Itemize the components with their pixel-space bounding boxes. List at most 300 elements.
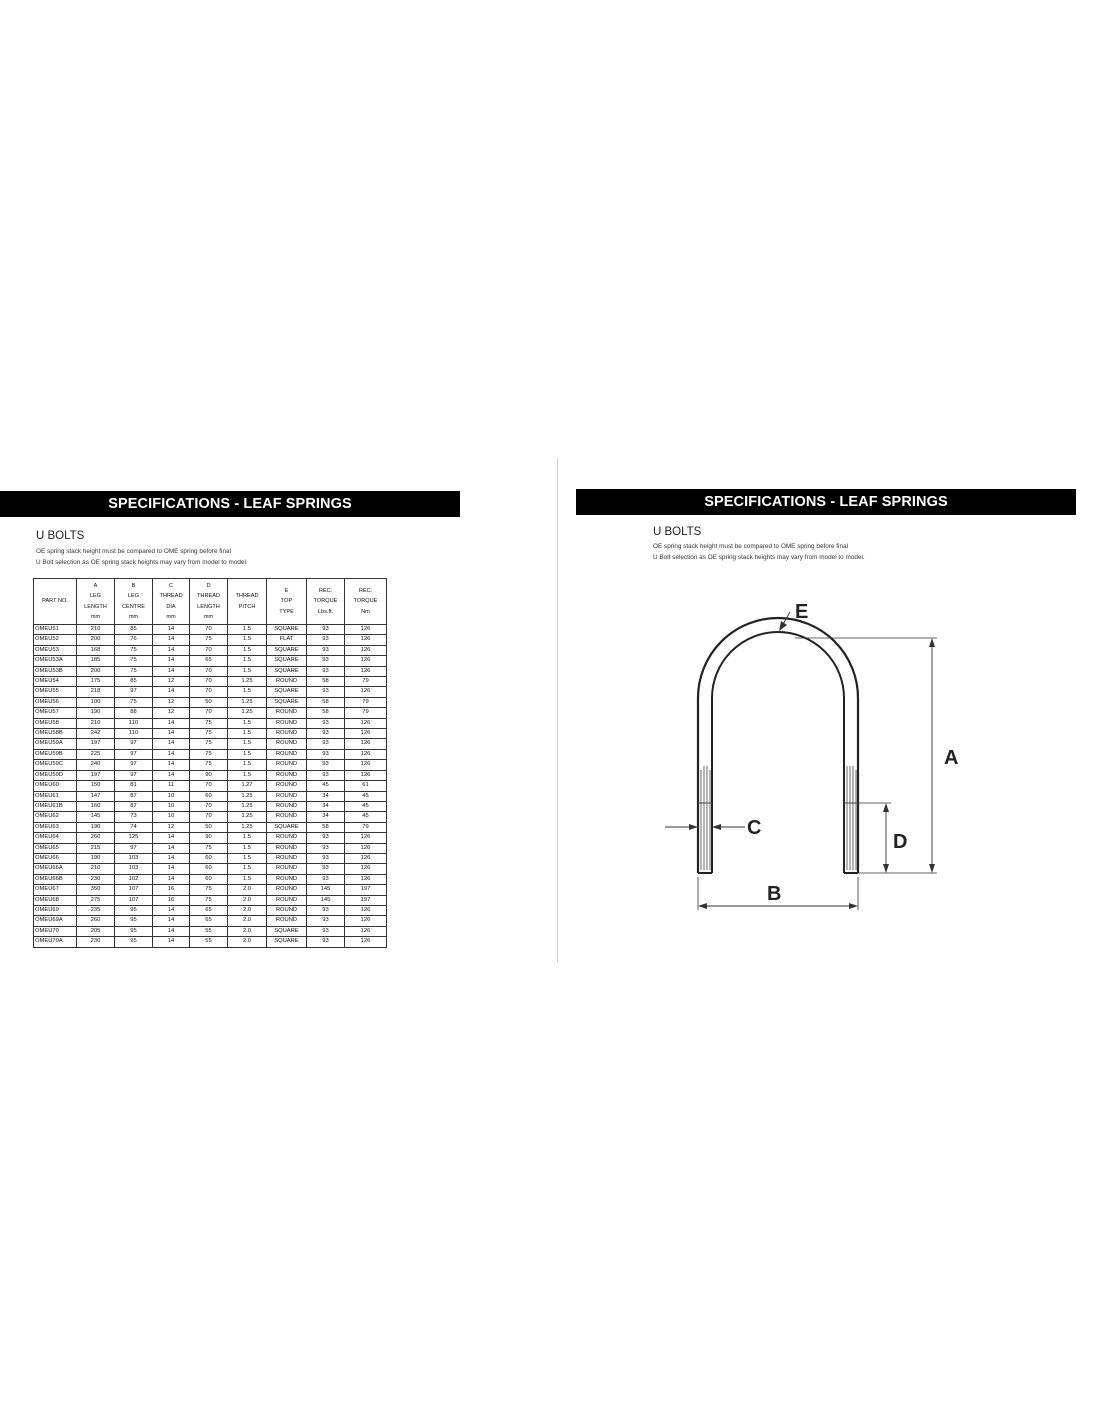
table-row	[34, 926, 387, 936]
table-cell: 240	[77, 760, 115, 770]
table-cell: 75	[115, 656, 153, 666]
table-row	[34, 718, 387, 728]
table-cell: 14	[153, 625, 190, 635]
table-cell: 126	[345, 937, 387, 947]
table-cell: 10	[153, 801, 190, 811]
table-cell: 215	[77, 843, 115, 853]
table-cell: ROUND	[267, 791, 307, 801]
table-cell: 12	[153, 708, 190, 718]
table-cell: 81	[115, 781, 153, 791]
table-cell: ROUND	[267, 905, 307, 915]
part-number-cell: OMEU56	[34, 697, 77, 707]
column-header-line: C	[168, 582, 174, 589]
table-cell: 14	[153, 687, 190, 697]
column-header-line: PART NO.	[42, 598, 68, 605]
table-cell: 218	[77, 687, 115, 697]
part-number-cell: OMEU57	[34, 708, 77, 718]
table-cell: 1.25	[228, 812, 267, 822]
table-cell: 260	[77, 833, 115, 843]
column-header-line: TORQUE	[353, 598, 378, 605]
table-body	[34, 625, 387, 948]
table-cell: 1.5	[228, 843, 267, 853]
table-cell: 93	[307, 760, 345, 770]
table-cell: 1.5	[228, 770, 267, 780]
column-header-line: mm	[203, 613, 214, 620]
table-cell: 1.5	[228, 749, 267, 759]
table-row	[34, 749, 387, 759]
column-header-line: LENGTH	[197, 603, 220, 610]
table-cell: ROUND	[267, 801, 307, 811]
table-cell: 50	[190, 697, 228, 707]
table-row	[34, 781, 387, 791]
table-cell: 126	[345, 645, 387, 655]
column-header-line: LEG	[89, 593, 102, 600]
column-header-line: D	[206, 582, 211, 589]
table-cell: 76	[115, 635, 153, 645]
table-cell: 65	[190, 905, 228, 915]
table-cell: 1.25	[228, 708, 267, 718]
table-cell: 14	[153, 749, 190, 759]
table-cell: 275	[77, 895, 115, 905]
table-cell: 14	[153, 729, 190, 739]
table-cell: 10	[153, 791, 190, 801]
table-cell: 190	[77, 708, 115, 718]
table-cell: 1.25	[228, 677, 267, 687]
table-cell: 93	[307, 645, 345, 655]
table-cell: 12	[153, 822, 190, 832]
table-cell: 190	[77, 822, 115, 832]
table-cell: 93	[307, 749, 345, 759]
table-cell: 97	[115, 760, 153, 770]
table-cell: 107	[115, 885, 153, 895]
table-cell: 14	[153, 666, 190, 676]
selection-note	[653, 541, 865, 563]
table-cell: 126	[345, 749, 387, 759]
table-cell: ROUND	[267, 864, 307, 874]
table-cell: 235	[77, 905, 115, 915]
table-cell: 11	[153, 781, 190, 791]
part-number-cell: OMEU70A	[34, 937, 77, 947]
table-cell: 1.5	[228, 853, 267, 863]
table-cell: ROUND	[267, 885, 307, 895]
column-header-line: DIA	[166, 603, 176, 610]
table-cell: 1.5	[228, 625, 267, 635]
table-cell: 1.5	[228, 864, 267, 874]
table-row	[34, 801, 387, 811]
column-header-line: TYPE	[279, 608, 294, 615]
table-row	[34, 635, 387, 645]
column-header-line: THREAD	[197, 593, 220, 600]
table-cell: 210	[77, 625, 115, 635]
table-cell: 197	[345, 885, 387, 895]
table-cell: 70	[190, 801, 228, 811]
table-cell: 79	[345, 708, 387, 718]
table-cell: 103	[115, 864, 153, 874]
table-cell: 126	[345, 729, 387, 739]
table-cell: 210	[77, 718, 115, 728]
part-number-cell: OMEU53B	[34, 666, 77, 676]
table-cell: 75	[190, 843, 228, 853]
table-cell: 14	[153, 843, 190, 853]
part-number-cell: OMEU59A	[34, 739, 77, 749]
note-line: U Bolt selection as OE spring stack heights may vary from model to model.	[653, 554, 865, 561]
section-banner: SPECIFICATIONS - LEAF SPRINGS	[0, 491, 460, 517]
table-header-row	[34, 579, 387, 625]
table-cell: 58	[307, 697, 345, 707]
table-cell: 1.25	[228, 801, 267, 811]
part-number-cell: OMEU58	[34, 718, 77, 728]
table-cell: 61	[345, 781, 387, 791]
table-row	[34, 677, 387, 687]
column-header-line: REC.	[318, 587, 333, 594]
table-cell: ROUND	[267, 874, 307, 884]
table-cell: 75	[190, 760, 228, 770]
table-cell: 2.0	[228, 937, 267, 947]
table-cell: 97	[115, 770, 153, 780]
table-cell: 126	[345, 635, 387, 645]
right-thread-hatching	[847, 766, 856, 870]
part-number-cell: OMEU66A	[34, 864, 77, 874]
table-cell: 10	[153, 812, 190, 822]
part-number-cell: OMEU58B	[34, 729, 77, 739]
table-cell: 85	[115, 677, 153, 687]
column-header-line: LENGTH	[84, 603, 107, 610]
table-row	[34, 791, 387, 801]
table-row	[34, 905, 387, 915]
table-cell: 190	[77, 853, 115, 863]
table-cell: 97	[115, 739, 153, 749]
table-cell: 73	[115, 812, 153, 822]
table-row	[34, 916, 387, 926]
u-bolt-spec-table-container	[33, 578, 387, 962]
table-cell: 230	[77, 874, 115, 884]
table-cell: 75	[190, 749, 228, 759]
table-cell: SQUARE	[267, 666, 307, 676]
part-number-cell: OMEU52	[34, 635, 77, 645]
table-cell: 175	[77, 677, 115, 687]
table-cell: 75	[190, 718, 228, 728]
table-cell: FLAT	[267, 635, 307, 645]
table-cell: 60	[190, 864, 228, 874]
table-cell: 260	[77, 916, 115, 926]
table-cell: 107	[115, 895, 153, 905]
table-row	[34, 760, 387, 770]
table-cell: 70	[190, 687, 228, 697]
column-header-line: Nm	[361, 608, 370, 615]
table-cell: 93	[307, 905, 345, 915]
table-row	[34, 729, 387, 739]
table-cell: 90	[190, 833, 228, 843]
u-bolts-title: U BOLTS	[36, 530, 85, 542]
table-cell: 197	[345, 895, 387, 905]
table-cell: 93	[307, 718, 345, 728]
column-header-line: A	[93, 582, 98, 589]
table-row	[34, 885, 387, 895]
part-number-cell: OMEU61	[34, 791, 77, 801]
table-cell: 1.27	[228, 781, 267, 791]
part-number-cell: OMEU63	[34, 822, 77, 832]
u-bolt-outline-inner	[712, 632, 844, 873]
table-cell: 14	[153, 864, 190, 874]
table-cell: 242	[77, 729, 115, 739]
table-cell: 45	[345, 812, 387, 822]
table-cell: 126	[345, 916, 387, 926]
note-line: OE spring stack height must be compared to OME spring before final	[36, 548, 232, 555]
part-number-cell: OMEU53A	[34, 656, 77, 666]
table-cell: 93	[307, 739, 345, 749]
table-cell: 75	[190, 635, 228, 645]
table-cell: 93	[307, 625, 345, 635]
label-d: D	[893, 831, 908, 853]
table-cell: 14	[153, 833, 190, 843]
table-cell: 110	[115, 718, 153, 728]
table-cell: ROUND	[267, 760, 307, 770]
table-cell: 70	[190, 645, 228, 655]
table-cell: ROUND	[267, 749, 307, 759]
table-row	[34, 853, 387, 863]
table-cell: 200	[77, 635, 115, 645]
table-row	[34, 822, 387, 832]
table-cell: 145	[307, 885, 345, 895]
table-row	[34, 708, 387, 718]
part-number-cell: OMEU64	[34, 833, 77, 843]
part-number-cell: OMEU66B	[34, 874, 77, 884]
column-header-line: THREAD	[159, 593, 183, 600]
table-cell: 1.5	[228, 718, 267, 728]
table-cell: 205	[77, 926, 115, 936]
table-cell: 97	[115, 843, 153, 853]
table-cell: 12	[153, 697, 190, 707]
table-cell: 93	[307, 656, 345, 666]
label-b: B	[767, 883, 782, 905]
table-cell: ROUND	[267, 895, 307, 905]
table-row	[34, 937, 387, 947]
table-cell: 185	[77, 656, 115, 666]
table-row	[34, 645, 387, 655]
column-header-line: mm	[90, 613, 101, 620]
column-header-line: TORQUE	[313, 598, 338, 605]
table-row	[34, 864, 387, 874]
table-cell: 126	[345, 656, 387, 666]
table-cell: 75	[190, 739, 228, 749]
table-cell: 126	[345, 625, 387, 635]
table-cell: 14	[153, 926, 190, 936]
column-header	[345, 579, 387, 625]
table-row	[34, 874, 387, 884]
table-cell: 126	[345, 843, 387, 853]
table-cell: 75	[190, 895, 228, 905]
table-cell: 2.0	[228, 895, 267, 905]
table-cell: ROUND	[267, 708, 307, 718]
column-header	[190, 579, 228, 625]
part-number-cell: OMEU70	[34, 926, 77, 936]
table-cell: 14	[153, 718, 190, 728]
table-cell: SQUARE	[267, 822, 307, 832]
table-cell: 70	[190, 708, 228, 718]
table-cell: 14	[153, 656, 190, 666]
u-bolt-spec-table	[33, 578, 387, 948]
table-cell: 45	[345, 801, 387, 811]
table-cell: 126	[345, 905, 387, 915]
table-cell: 14	[153, 635, 190, 645]
column-header-line: B	[131, 582, 136, 589]
selection-note	[36, 546, 248, 568]
table-cell: 126	[345, 687, 387, 697]
table-cell: 126	[345, 666, 387, 676]
table-cell: 65	[190, 656, 228, 666]
column-header	[307, 579, 345, 625]
column-header-line: LEG	[127, 593, 140, 600]
table-cell: 93	[307, 843, 345, 853]
table-cell: ROUND	[267, 770, 307, 780]
table-cell: 93	[307, 833, 345, 843]
column-header	[77, 579, 115, 625]
table-cell: 93	[307, 864, 345, 874]
column-header-line: REC.	[358, 587, 373, 594]
table-cell: ROUND	[267, 916, 307, 926]
table-cell: 147	[77, 791, 115, 801]
part-number-cell: OMEU69	[34, 905, 77, 915]
table-row	[34, 895, 387, 905]
table-cell: 1.5	[228, 874, 267, 884]
table-cell: ROUND	[267, 739, 307, 749]
part-number-cell: OMEU67	[34, 885, 77, 895]
table-cell: 1.5	[228, 666, 267, 676]
table-cell: 1.5	[228, 635, 267, 645]
u-bolt-drawing	[655, 590, 995, 920]
table-cell: 74	[115, 822, 153, 832]
table-cell: 58	[307, 822, 345, 832]
table-cell: 125	[115, 833, 153, 843]
table-cell: 75	[115, 697, 153, 707]
table-cell: 210	[77, 864, 115, 874]
table-cell: 14	[153, 937, 190, 947]
table-cell: 45	[345, 791, 387, 801]
label-a: A	[944, 747, 959, 769]
table-cell: 79	[345, 677, 387, 687]
table-cell: 1.25	[228, 697, 267, 707]
column-header-line: mm	[128, 613, 139, 620]
table-cell: 34	[307, 791, 345, 801]
table-cell: 168	[77, 645, 115, 655]
column-header-line: E	[284, 587, 289, 594]
table-cell: 88	[115, 708, 153, 718]
table-cell: 70	[190, 781, 228, 791]
column-header	[153, 579, 190, 625]
table-cell: 1.25	[228, 822, 267, 832]
table-cell: 126	[345, 864, 387, 874]
table-cell: 60	[190, 791, 228, 801]
table-row	[34, 770, 387, 780]
table-cell: 1.5	[228, 656, 267, 666]
table-cell: SQUARE	[267, 697, 307, 707]
table-cell: 14	[153, 645, 190, 655]
table-cell: 34	[307, 801, 345, 811]
table-cell: 200	[77, 666, 115, 676]
table-cell: 93	[307, 874, 345, 884]
table-cell: 126	[345, 739, 387, 749]
column-header-line: PITCH	[238, 603, 256, 610]
table-row	[34, 666, 387, 676]
table-cell: 16	[153, 895, 190, 905]
part-number-cell: OMEU53	[34, 645, 77, 655]
table-cell: 103	[115, 853, 153, 863]
table-row	[34, 625, 387, 635]
table-cell: 93	[307, 635, 345, 645]
part-number-cell: OMEU55	[34, 687, 77, 697]
u-bolts-title: U BOLTS	[653, 526, 702, 538]
table-cell: 126	[345, 770, 387, 780]
table-cell: SQUARE	[267, 656, 307, 666]
table-cell: 93	[307, 937, 345, 947]
table-cell: 1.5	[228, 739, 267, 749]
table-cell: 95	[115, 916, 153, 926]
table-cell: 110	[115, 729, 153, 739]
table-cell: 2.0	[228, 885, 267, 895]
table-cell: 126	[345, 874, 387, 884]
table-cell: 1.5	[228, 729, 267, 739]
part-number-cell: OMEU65	[34, 843, 77, 853]
note-line: U Bolt selection as OE spring stack heights may vary from model to model.	[36, 559, 248, 566]
table-cell: 60	[190, 874, 228, 884]
part-number-cell: OMEU54	[34, 677, 77, 687]
part-number-cell: OMEU62	[34, 812, 77, 822]
table-cell: 93	[307, 916, 345, 926]
column-header	[267, 579, 307, 625]
part-number-cell: OMEU51	[34, 625, 77, 635]
table-cell: ROUND	[267, 781, 307, 791]
table-cell: 197	[77, 770, 115, 780]
table-cell: SQUARE	[267, 937, 307, 947]
column-header	[228, 579, 267, 625]
table-cell: 45	[307, 781, 345, 791]
table-cell: 1.5	[228, 833, 267, 843]
section-banner: SPECIFICATIONS - LEAF SPRINGS	[576, 489, 1076, 515]
table-cell: 2.0	[228, 926, 267, 936]
table-cell: 14	[153, 874, 190, 884]
table-cell: 2.0	[228, 905, 267, 915]
table-cell: 75	[115, 666, 153, 676]
table-cell: 97	[115, 749, 153, 759]
table-row	[34, 739, 387, 749]
table-cell: 16	[153, 885, 190, 895]
table-cell: 95	[115, 905, 153, 915]
table-cell: 58	[307, 708, 345, 718]
part-number-cell: OMEU59C	[34, 760, 77, 770]
table-cell: 126	[345, 833, 387, 843]
part-number-cell: OMEU66	[34, 853, 77, 863]
table-cell: ROUND	[267, 812, 307, 822]
table-cell: 93	[307, 687, 345, 697]
table-cell: 93	[307, 770, 345, 780]
table-cell: 34	[307, 812, 345, 822]
table-cell: 70	[190, 666, 228, 676]
table-cell: 1.5	[228, 760, 267, 770]
table-cell: 75	[190, 729, 228, 739]
table-cell: 2.0	[228, 916, 267, 926]
part-number-cell: OMEU69A	[34, 916, 77, 926]
table-cell: 350	[77, 885, 115, 895]
table-cell: 230	[77, 937, 115, 947]
table-row	[34, 843, 387, 853]
part-number-cell: OMEU59D	[34, 770, 77, 780]
table-cell: 1.25	[228, 791, 267, 801]
table-cell: 126	[345, 926, 387, 936]
part-number-cell: OMEU59B	[34, 749, 77, 759]
column-header	[34, 579, 77, 625]
column-header-line: Lbs.ft.	[317, 608, 334, 615]
table-cell: 85	[115, 625, 153, 635]
